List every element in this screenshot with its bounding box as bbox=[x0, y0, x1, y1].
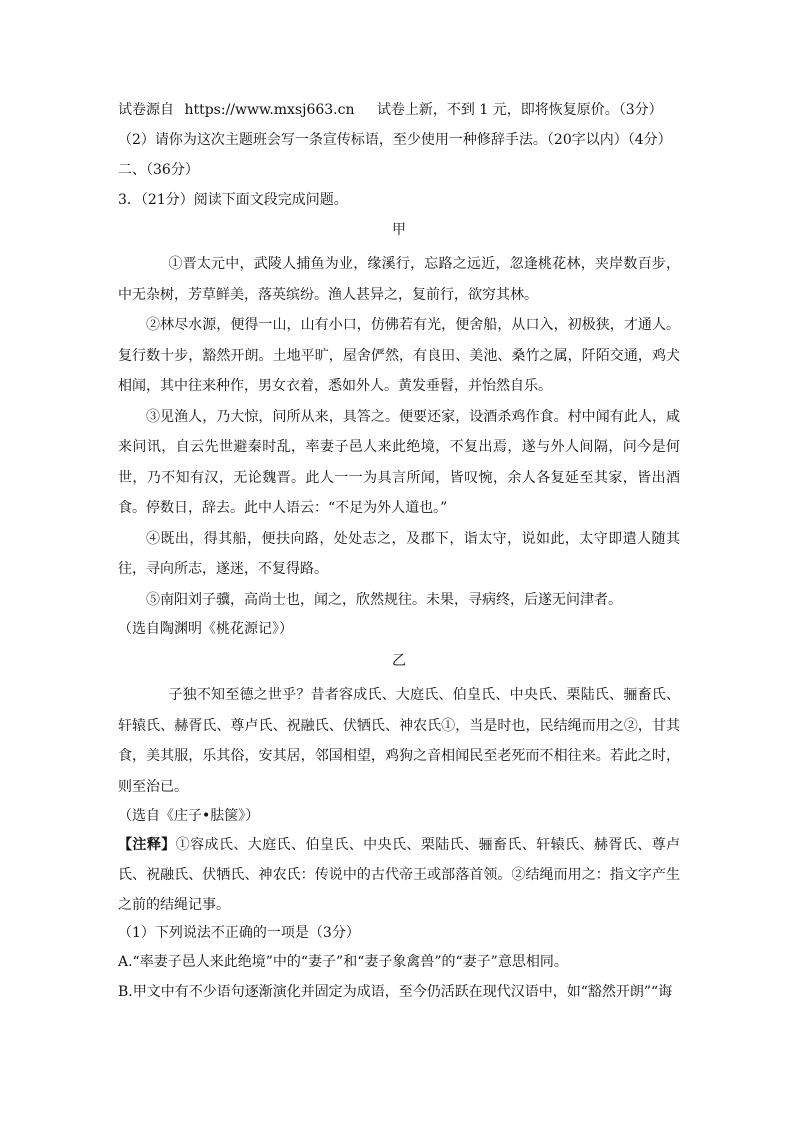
source-label: 试卷源自 bbox=[118, 102, 174, 118]
annotation-label: 【注释】 bbox=[118, 837, 176, 853]
jia-paragraph-1: ①晋太元中，武陵人捕鱼为业，缘溪行，忘路之远近，忽逢桃花林，夹岸数百步，中无杂树，芳草鲜美，落英缤纷。渔人甚异之，复前行，欲穷其林。 bbox=[118, 256, 680, 303]
passage-yi-title: 乙 bbox=[392, 653, 406, 669]
annotation bbox=[118, 830, 680, 920]
document-page bbox=[118, 98, 680, 1007]
promo-text: 试卷上新，不到 1 元，即将恢复原价。（3分） bbox=[376, 102, 663, 118]
yi-source: （选自《庄子•胠箧》） bbox=[118, 808, 260, 824]
question-3: 3．（21分）阅读下面文段完成问题。 bbox=[118, 192, 348, 208]
option-a: A.“率妻子邑人来此绝境”中的“妻子”和“妻子象禽兽”的“妻子”意思相同。 bbox=[118, 954, 568, 970]
jia-paragraph-2: ②林尽水源，便得一山，山有小口，仿佛若有光，便舍船，从口入，初极狭，才通人。复行数十步，豁然开朗。土地平旷，屋舍俨然，有良田、美池、桑竹之属，阡陌交通，鸡犬相闻，其中往来种作，男女衣着，悉如外人。黄发垂髫，并怡然自乐。 bbox=[118, 317, 680, 394]
yi-paragraph: 子独不知至德之世乎？昔者容成氏、大庭氏、伯皇氏、中央氏、栗陆氏、骊畜氏、轩辕氏、赫胥氏、尊卢氏、祝融氏、伏牺氏、神农氏①，当是时也，民结绳而用之②，甘其食，美其服，乐其俗，安其居，邻国相望，鸡狗之音相闻民至老死而不相往来。若此之时，则至治已。 bbox=[118, 687, 680, 795]
jia-paragraph-3: ③见渔人，乃大惊，问所从来，具答之。便要还家，设酒杀鸡作食。村中闻有此人，咸来问讯，自云先世避秦时乱，率妻子邑人来此绝境，不复出焉，遂与外人间隔，问今是何世，乃不知有汉，无论魏晋。此人一一为具言所闻，皆叹惋，余人各复延至其家，皆出酒食。停数日，辞去。此中人语云：“不足为外人道也。” bbox=[118, 408, 680, 516]
source-url[interactable]: https://www.mxsj663.cn bbox=[184, 102, 355, 118]
passage-jia-title: 甲 bbox=[392, 222, 406, 238]
jia-paragraph-5: ⑤南阳刘子骥，高尚士也，闻之，欣然规往。未果，寻病终，后遂无问津者。 bbox=[146, 591, 622, 608]
jia-paragraph-4: ④既出，得其船，便扶向路，处处志之，及郡下，诣太守，说如此，太守即遣人随其往，寻向所志，遂迷，不复得路。 bbox=[118, 530, 680, 577]
section-heading: 二、（36分） bbox=[118, 162, 199, 178]
option-b: B.甲文中有不少语句逐渐演化并固定为成语，至今仍活跃在现代汉语中，如“豁然开朗”“诲 bbox=[118, 984, 673, 1000]
source-header bbox=[118, 98, 680, 122]
question-2: （2）请你为这次主题班会写一条宣传标语，至少使用一种修辞手法。（20字以内）（4分） bbox=[118, 132, 672, 148]
jia-source: （选自陶渊明《桃花源记》） bbox=[118, 621, 293, 637]
annotation-text: ①容成氏、大庭氏、伯皇氏、中央氏、栗陆氏、骊畜氏、轩辕氏、赫胥氏、尊卢氏、祝融氏、伏牺氏、神农氏：传说中的古代帝王或部落首领。②结绳而用之：指文字产生之前的结绳记事。 bbox=[118, 837, 681, 913]
question-3-1: （1）下列说法不正确的一项是（3分） bbox=[118, 925, 360, 941]
